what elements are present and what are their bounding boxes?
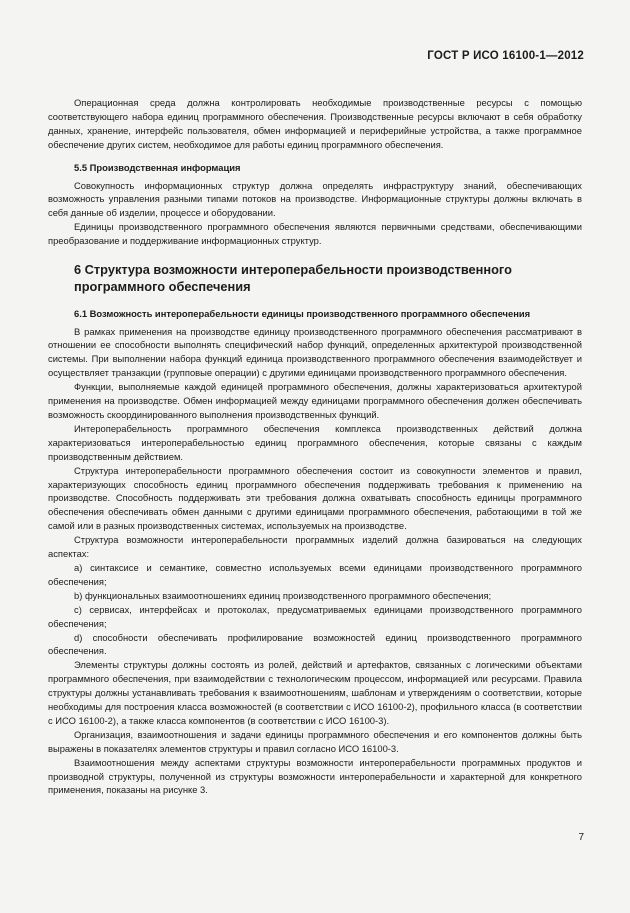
list-item-c: с) сервисах, интерфейсах и протоколах, предусматриваемых единицами производственного программного обеспечения;: [48, 603, 582, 629]
paragraph-6-1-f: Элементы структуры должны состоять из ролей, действий и артефактов, связанных с логическими объектами программного обеспечения, при взаимодействии с технологическим процессом, информацией или ресурсами. Правила структуры должны устанавливать требования к взаимоотношениям, шаблонам и утверждениям о соответствии, которые необходимы для построения класса возможностей (в соответствии с ИСО 16100-2), профильного класса (в соответствии с ИСО 16100-2), а также класса компонентов (в соответствии с ИСО 16100-3).: [48, 659, 582, 726]
paragraph-info-structures: Совокупность информационных структур должна определять инфраструктуру знаний, обеспечивающих возможность управления разными типами потоков на производстве. Информационные структуры должны включать в себя данные об изделии, процессе и оборудовании.: [48, 179, 582, 219]
standard-designation: ГОСТ Р ИСО 16100-1—2012: [427, 50, 584, 62]
list-item-d: d) способности обеспечивать профилирование возможностей единиц производственного программного обеспечения.: [48, 631, 582, 657]
section-heading-6: 6 Структура возможности интероперабельности производственного программного обеспечения: [74, 262, 512, 294]
paragraph-software-units: Единицы производственного программного обеспечения являются первичными средствами, обеспечивающими преобразование и поддерживание информационных структур.: [48, 221, 582, 247]
paragraph-6-1-a: В рамках применения на производстве единицу производственного программного обеспечения рассматривают в отношении ее способности выполнять специфический набор функций, определенных архитектурой производственной системы. При выполнении набора функций единица производственного программного обеспечения взаимодействует и осуществляет транзакции (групповые операции) с другими единицами производственного программного обеспечения.: [48, 325, 582, 379]
paragraph-6-1-c: Интероперабельность программного обеспечения комплекса производственных действий должна характеризоваться интероперабельностью единиц программного обеспечения, которые связаны с каждым производственным действием.: [48, 422, 582, 462]
paragraph-6-1-d: Структура интероперабельности программного обеспечения состоит из совокупности элементов и правил, характеризующих способность единиц программного обеспечения поддерживать требования к применению на производстве. Способность поддерживать эти требования должна охватывать способность единицы программного обеспечения обеспечивать обмен данными с другими единицами программного обеспечения, работающими в той же самой или в разных производственных системах, используемых на производстве.: [48, 464, 582, 532]
list-item-a: а) синтаксисе и семантике, совместно используемых всеми единицами производственного программного обеспечения;: [48, 561, 582, 587]
list-item-b: b) функциональных взаимоотношениях единиц производственного программного обеспечения;: [74, 589, 492, 601]
paragraph-6-1-h: Взаимоотношения между аспектами структуры возможности интероперабельности программных продуктов и производной структуры, полученной из структуры возможности интероперабельности и характерной для конкретного применения, показаны на рисунке 3.: [48, 756, 582, 796]
section-heading-6-1: 6.1 Возможность интероперабельности единицы производственного программного обеспечения: [74, 308, 531, 320]
paragraph-6-1-b: Функции, выполняемые каждой единицей программного обеспечения, должны характеризоваться архитектурой применения на производстве. Обмен информацией между единицами программного обеспечения должен обеспечивать возможность скоординированного выполнения производственных функций.: [48, 381, 582, 420]
paragraph-6-1-e: Структура возможности интероперабельности программных изделий должна базироваться на следующих аспектах:: [48, 534, 582, 560]
paragraph-operational-environment: Операционная среда должна контролировать необходимые производственные ресурсы с помощью соответствующего набора единиц программного обеспечения. Производственные ресурсы включают в себя обработку данных, хранение, интерфейс пользователя, обмен информацией и периферийные устройства, а также программное обеспечение других систем, необходимое для работы единиц программного обеспечения.: [48, 97, 582, 150]
page-content: [48, 96, 582, 797]
paragraph-6-1-g: Организация, взаимоотношения и задачи единицы программного обеспечения и его компонентов должны быть выражены в показателях элементов структуры и правил согласно ИСО 16100-3.: [48, 728, 582, 754]
section-heading-5-5: 5.5 Производственная информация: [74, 161, 241, 173]
page-number: 7: [578, 832, 584, 843]
